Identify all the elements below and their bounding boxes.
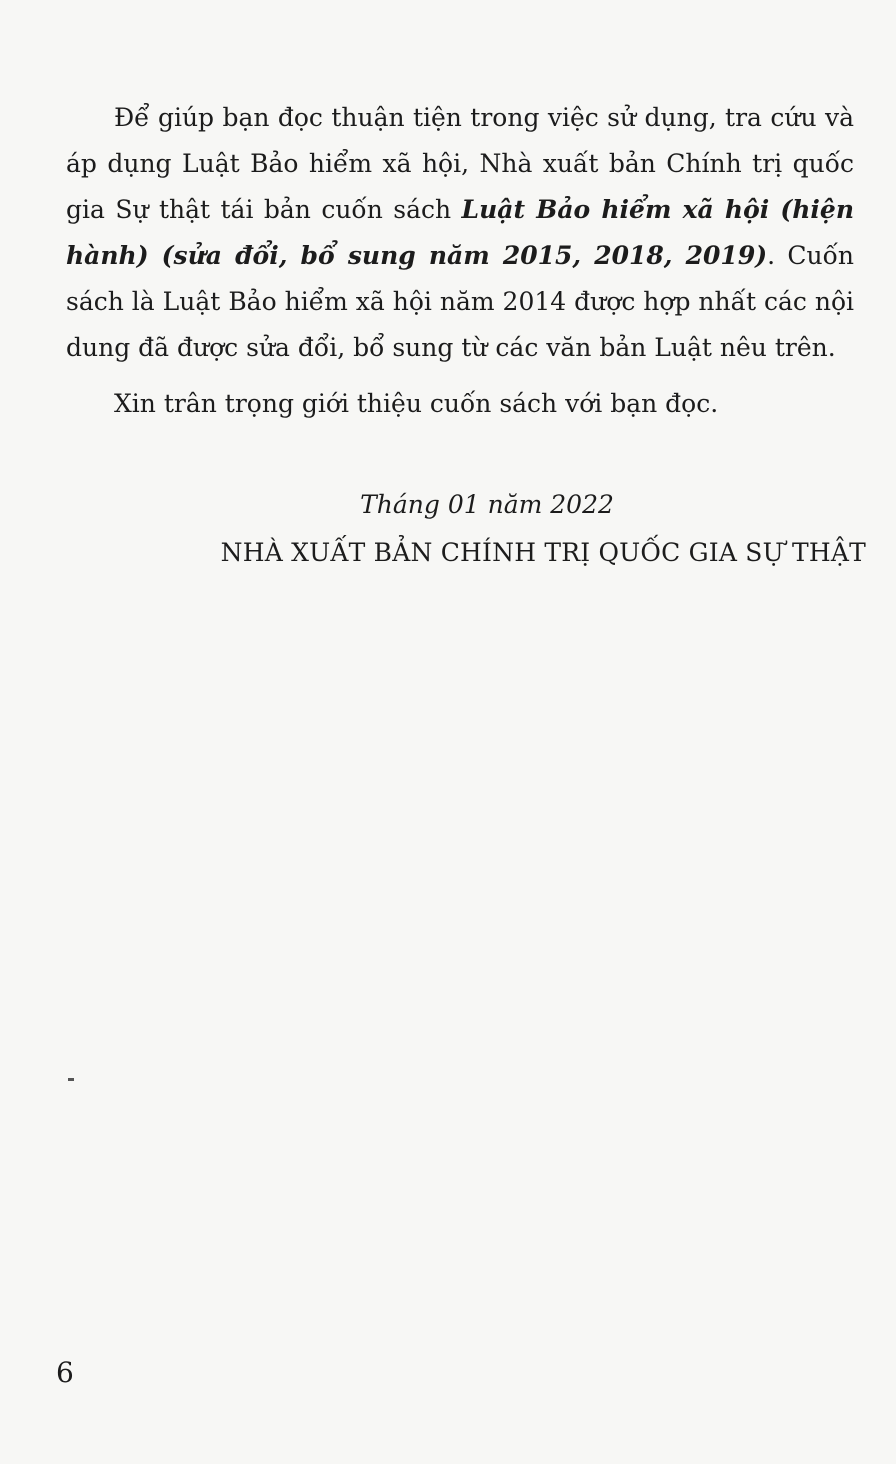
intro-paragraph [66, 95, 854, 371]
page-body [66, 95, 854, 427]
intro-lead-text: Để giúp bạn đọc thuận tiện trong việc sử dụng, tra cứu và áp dụng Luật Bảo hiểm xã hội, Nhà xuất bản Chính trị quốc gia Sự thật tái bản cuốn sách [66, 103, 854, 224]
signature-date: Tháng 01 năm 2022 [360, 490, 614, 519]
page-number: 6 [56, 1356, 74, 1389]
book-title: Luật Bảo hiểm xã hội (hiện hành) (sửa đổi, bổ sung năm 2015, 2018, 2019) [66, 195, 855, 270]
signature-publisher: NHÀ XUẤT BẢN CHÍNH TRỊ QUỐC GIA SỰ THẬT [220, 538, 866, 567]
closing-paragraph: Xin trân trọng giới thiệu cuốn sách với bạn đọc. [114, 389, 719, 418]
print-mark [68, 1078, 74, 1081]
intro-tail-text: Cuốn sách là Luật Bảo hiểm xã hội năm 2014 được hợp nhất các nội dung đã được sửa đổi, bổ sung từ các văn bản Luật nêu trên. [66, 241, 855, 362]
intro-end-punct: . [767, 241, 776, 270]
